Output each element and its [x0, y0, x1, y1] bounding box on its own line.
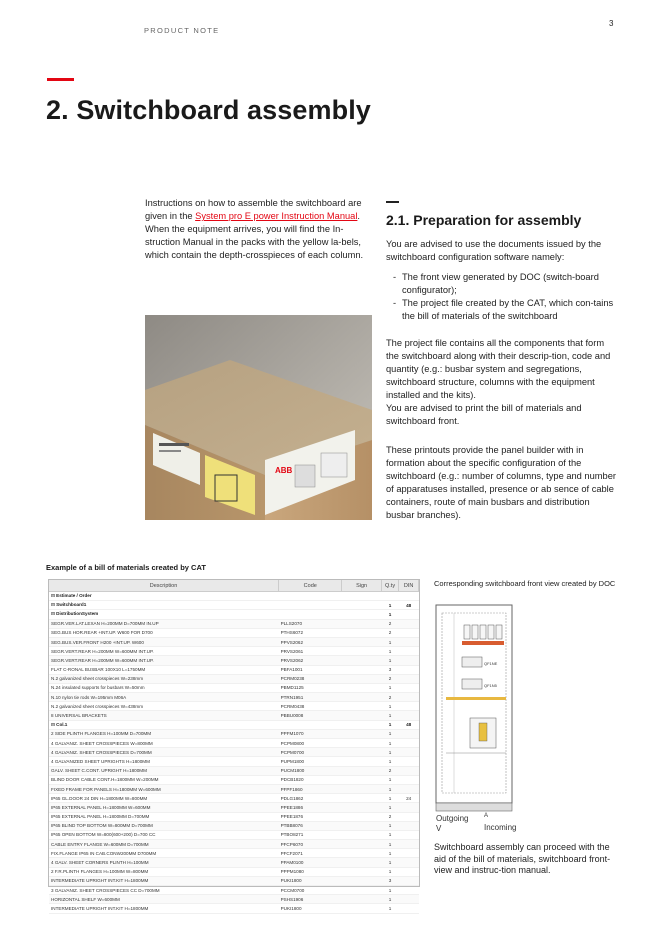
page-title: 2. Switchboard assembly [46, 95, 371, 125]
table-cell: 1 [381, 702, 398, 711]
bom-body [49, 592, 419, 914]
table-row [49, 674, 419, 683]
table-cell: 1 [381, 803, 398, 812]
table-cell: PDLG1862 [279, 794, 342, 803]
table-cell [342, 812, 381, 821]
outgoing-label: Outgoing [436, 814, 469, 823]
table-cell: PTBB8076 [279, 821, 342, 830]
table-row [49, 904, 419, 913]
table-cell: N.2 galvanized sheet crosspieces W=438mm [49, 702, 279, 711]
section-accent-rule [386, 201, 399, 203]
table-cell: PBFA1001 [279, 665, 342, 674]
table-cell: N.2 galvanized sheet crosspieces W=238mm [49, 674, 279, 683]
table-cell: 1 [381, 895, 398, 904]
table-cell [342, 693, 381, 702]
table-cell: PUKI1800 [279, 876, 342, 885]
table-cell: ⊟ Switchboard1 [49, 601, 279, 610]
table-cell [342, 619, 381, 628]
table-cell [279, 601, 342, 610]
table-cell [342, 904, 381, 913]
table-cell: FLAT C-RONAL BUSBAR 100X10 L=1750MM [49, 665, 279, 674]
table-cell [342, 821, 381, 830]
section-paragraph-1: You are advised to use the documents issued by the switchboard configuration software namely: [386, 239, 602, 262]
table-cell: PPVS2062 [279, 637, 342, 646]
table-row [49, 647, 419, 656]
table-row [49, 592, 419, 601]
a-label: A [484, 813, 489, 819]
table-cell: PUCM1800 [279, 766, 342, 775]
table-row [49, 702, 419, 711]
table-cell [399, 656, 419, 665]
table-cell: PLLS2070 [279, 619, 342, 628]
table-cell: 1 [381, 720, 398, 729]
table-cell: 1 [381, 729, 398, 738]
table-cell: 2 [381, 674, 398, 683]
table-row [49, 849, 419, 858]
table-row [49, 812, 419, 821]
bom-caption: Example of a bill of materials created by CAT [46, 563, 206, 572]
section-paragraph-3: You are advised to print the bill of materials and switchboard front. [386, 403, 582, 426]
table-cell [399, 830, 419, 839]
table-row [49, 610, 419, 619]
table-cell [399, 739, 419, 748]
col-code: Code [279, 580, 342, 592]
table-cell [342, 628, 381, 637]
section-paragraph-4: These printouts provide the panel builder with in formation about the specific configuration of the switchboard (e.g.: number of columns, type and number of apparatuses installed, presence or ab sence of cable containers, route of main busbars and distribution busbar branches). [386, 445, 616, 520]
table-row [49, 766, 419, 775]
table-row [49, 757, 419, 766]
table-cell [399, 683, 419, 692]
table-cell [342, 794, 381, 803]
table-cell: 1 [381, 904, 398, 913]
table-cell: 4 GALVANIZED SHEET UPRIGHTS H=1800MM [49, 757, 279, 766]
table-row [49, 895, 419, 904]
table-cell: 1 [381, 784, 398, 793]
table-cell: 1 [381, 794, 398, 803]
table-cell: HORIZONTAL SHELF W=600MM [49, 895, 279, 904]
table-cell [399, 858, 419, 867]
table-cell: CABLE ENTRY FLANGE W=600MM D=700MM [49, 840, 279, 849]
table-cell [399, 711, 419, 720]
table-cell: 24 [399, 794, 419, 803]
table-cell [399, 803, 419, 812]
table-cell: IP65 BLIND TOP BOTTOM W=800MM D=700MM [49, 821, 279, 830]
table-cell [342, 674, 381, 683]
table-row [49, 775, 419, 784]
intro-paragraph [145, 197, 377, 223]
table-row [49, 739, 419, 748]
intro-text [145, 197, 377, 262]
table-cell: 4 GALVANIZ. SHEET CROSSPIECES W=800MM [49, 739, 279, 748]
table-cell [399, 876, 419, 885]
closing-paragraph: Switchboard assembly can proceed with the aid of the bill of materials, switchboard front-view and instruc-tion manual. [434, 842, 611, 875]
table-cell: PFCF2071 [279, 849, 342, 858]
table-cell: IP65 OPEN BOTTOM W=800(600+200) D=700 CC [49, 830, 279, 839]
table-cell [342, 720, 381, 729]
table-cell [399, 757, 419, 766]
table-cell: 3 [381, 876, 398, 885]
abb-logo: ABB [275, 466, 293, 475]
table-cell: 2 SIDE PLINTH FLANGES H=100MM D=700MM [49, 729, 279, 738]
table-cell: 1 [381, 775, 398, 784]
table-row [49, 683, 419, 692]
table-cell [399, 821, 419, 830]
table-cell: PUPM1800 [279, 757, 342, 766]
table-cell: SEGR.VER.LAT.LEXAN H=200MM D=700MM IN.UP [49, 619, 279, 628]
table-cell: 1 [381, 858, 398, 867]
document-list [386, 271, 618, 323]
table-row [49, 886, 419, 895]
table-cell: PRVS2061 [279, 647, 342, 656]
table-cell [399, 784, 419, 793]
table-row [49, 628, 419, 637]
table-row [49, 784, 419, 793]
table-cell: 1 [381, 647, 398, 656]
table-cell: PFPF1860 [279, 784, 342, 793]
col-description: Description [49, 580, 279, 592]
table-cell [342, 886, 381, 895]
table-cell [342, 702, 381, 711]
col-sign: Sign [342, 580, 381, 592]
table-cell [342, 867, 381, 876]
table-cell: PCRM0238 [279, 674, 342, 683]
table-cell [279, 610, 342, 619]
table-cell [399, 610, 419, 619]
table-cell: N.10 nylon tie rods W=195mm M06A [49, 693, 279, 702]
table-cell: PTHS6072 [279, 628, 342, 637]
v-label: V [436, 824, 442, 833]
title-accent-rule [47, 78, 74, 81]
table-cell [342, 766, 381, 775]
table-cell: ⊟ Col.1 [49, 720, 279, 729]
table-cell: 1 [381, 821, 398, 830]
table-row [49, 637, 419, 646]
table-cell: ⊟ Estimate / Order [49, 592, 279, 601]
table-cell [342, 729, 381, 738]
table-cell: SEGR.VERT.REAR H=200MM W=600MM INT.UP. [49, 647, 279, 656]
table-cell [342, 840, 381, 849]
table-cell [342, 665, 381, 674]
intro-paragraph-2: When the equipment arrives, you will find the In-struction Manual in the packs with the yellow la-bels, which contain the depth-crosspieces of each column. [145, 224, 364, 260]
section-title: 2.1. Preparation for assembly [386, 212, 582, 228]
table-cell: PTBO8271 [279, 830, 342, 839]
table-row [49, 601, 419, 610]
package-photo-illustration [145, 315, 372, 520]
intro-after-link: . [357, 211, 360, 221]
front-view-drawing [434, 603, 526, 833]
table-cell: 1 [381, 748, 398, 757]
table-cell: 1 [381, 711, 398, 720]
table-cell: PPAM0100 [279, 858, 342, 867]
table-row [49, 858, 419, 867]
table-cell [399, 619, 419, 628]
table-cell: 1 [381, 637, 398, 646]
table-cell: PSHS1906 [279, 895, 342, 904]
table-cell [342, 830, 381, 839]
table-cell: 1 [381, 656, 398, 665]
table-cell: N.24 insulated supports for busbars W=50mm [49, 683, 279, 692]
table-cell [279, 720, 342, 729]
table-cell [381, 592, 398, 601]
table-cell: SEG.BUS.VER.FRONT H200 +INT.UP. W600 [49, 637, 279, 646]
table-cell: 1 [381, 886, 398, 895]
table-cell: INTERMEDIATE UPRIGHT INT.KIT H=1800MM [49, 904, 279, 913]
table-cell: 1 [381, 601, 398, 610]
table-row [49, 821, 419, 830]
table-cell: 2 [381, 766, 398, 775]
incoming-label: Incoming [484, 823, 517, 832]
table-row [49, 711, 419, 720]
front-view-caption: Corresponding switchboard front view created by DOC [434, 579, 616, 588]
table-cell [399, 849, 419, 858]
page-number: 3 [609, 19, 614, 28]
table-cell: 4 GALV. SHEET CORNERS PLINTH H=100MM [49, 858, 279, 867]
col-din: DIN [399, 580, 419, 592]
table-cell [342, 711, 381, 720]
table-cell: PPEE1876 [279, 812, 342, 821]
table-cell [342, 739, 381, 748]
table-row [49, 656, 419, 665]
table-cell: IP65 EXTERNAL PANEL H=1800MM D=700MM [49, 812, 279, 821]
table-cell [399, 637, 419, 646]
table-cell [342, 757, 381, 766]
table-cell [342, 592, 381, 601]
list-item: - The project file created by the CAT, which con-tains the bill of materials of the switchboard [393, 298, 614, 321]
table-cell: FIX.FLANGE IP65 IN CAB.CONW200MM D700MM [49, 849, 279, 858]
table-cell: PCPM0800 [279, 739, 342, 748]
table-cell: FIXED FRAME FOR PANELS H=1800MM W=600MM [49, 784, 279, 793]
table-cell: PUKI1800 [279, 904, 342, 913]
table-cell [399, 775, 419, 784]
table-cell: 1 [381, 830, 398, 839]
table-cell: BLIND DOOR CABLE CONT.H=1800MM W=200MM [49, 775, 279, 784]
table-cell: PDCB1820 [279, 775, 342, 784]
table-row [49, 619, 419, 628]
table-cell: INTERMEDIATE UPRIGHT INT.KIT H=1800MM [49, 876, 279, 885]
table-cell [399, 592, 419, 601]
table-cell: PFCP6070 [279, 840, 342, 849]
table-cell [399, 812, 419, 821]
table-cell [342, 784, 381, 793]
table-row [49, 876, 419, 885]
device-label: QF1N5 [484, 683, 497, 688]
table-cell [342, 895, 381, 904]
table-cell: PCCM0700 [279, 886, 342, 895]
table-cell: 8 UNIVERSAL BRACKETS [49, 711, 279, 720]
bom-table-screenshot [48, 579, 420, 911]
table-cell [399, 674, 419, 683]
table-cell: 2 [381, 812, 398, 821]
table-cell: 48 [399, 601, 419, 610]
table-cell: 3 [381, 665, 398, 674]
table-cell: 2 [381, 693, 398, 702]
table-cell [399, 628, 419, 637]
table-row [49, 830, 419, 839]
table-cell [399, 647, 419, 656]
table-cell: PCPM0700 [279, 748, 342, 757]
table-cell: PBBU0008 [279, 711, 342, 720]
table-cell [342, 775, 381, 784]
instruction-manual-link[interactable]: System pro E power Instruction Manual [195, 211, 358, 221]
device-label: QF1NE [484, 661, 498, 666]
table-cell: 1 [381, 739, 398, 748]
table-cell [399, 693, 419, 702]
table-cell [342, 748, 381, 757]
table-row [49, 665, 419, 674]
table-cell: 2 [381, 619, 398, 628]
table-cell [399, 840, 419, 849]
table-row [49, 867, 419, 876]
table-row [49, 729, 419, 738]
table-cell [399, 766, 419, 775]
table-cell: PBMD1125 [279, 683, 342, 692]
table-cell [399, 665, 419, 674]
table-cell [342, 683, 381, 692]
table-cell [399, 904, 419, 913]
table-cell: 1 [381, 610, 398, 619]
table-cell: 2 [381, 628, 398, 637]
bom-header-row [49, 580, 419, 592]
table-row [49, 840, 419, 849]
table-cell: IP65 EXTERNAL PANEL H=1800MM W=600MM [49, 803, 279, 812]
table-cell: 1 [381, 867, 398, 876]
table-cell [342, 637, 381, 646]
package-photo [145, 315, 372, 520]
table-cell: 1 [381, 840, 398, 849]
table-cell: SEGR.VERT.REAR H=200MM W=600MM INT.UP. [49, 656, 279, 665]
table-cell: GALV. SHEET C.CONT. UPRIGHT H=1800MM [49, 766, 279, 775]
table-cell: PPEE1886 [279, 803, 342, 812]
table-row [49, 803, 419, 812]
table-cell [399, 702, 419, 711]
table-cell [279, 592, 342, 601]
table-cell: 2 F.R.PLINTH FLANGES H=100MM W=800MM [49, 867, 279, 876]
table-cell [399, 729, 419, 738]
table-cell: 1 [381, 683, 398, 692]
table-cell [342, 610, 381, 619]
intro-before-link: Instructions on how to assemble the switchboard are given in the [145, 198, 362, 221]
table-cell [399, 748, 419, 757]
table-cell: SEG.BUS HOR.REAR +INT.UP. W600 FOR D700 [49, 628, 279, 637]
table-row [49, 720, 419, 729]
table-cell: PCRM0438 [279, 702, 342, 711]
table-cell [342, 647, 381, 656]
table-row [49, 748, 419, 757]
table-cell: PPPM1080 [279, 867, 342, 876]
section-paragraph-2: The project file contains all the components that form the switchboard along with their descrip-tion, code and quantity (e.g.: busbar system and segregations, switchboard structure, columns with the equipment installed and the kits). [386, 338, 611, 400]
list-item: - The front view generated by DOC (switch-board configurator); [393, 272, 599, 295]
table-row [49, 693, 419, 702]
table-cell [342, 876, 381, 885]
bom-table [49, 580, 419, 914]
table-cell [399, 895, 419, 904]
table-cell: 48 [399, 720, 419, 729]
table-cell [342, 601, 381, 610]
table-cell: IP65 GL.DOOR 24 DIN H=1800MM W=800MM [49, 794, 279, 803]
table-cell [342, 849, 381, 858]
table-cell: ⊟ DistributionSystem [49, 610, 279, 619]
table-cell: PTRN1951 [279, 693, 342, 702]
table-cell [342, 803, 381, 812]
table-cell: 4 GALVANIZ. SHEET CROSSPIECES D=700MM [49, 748, 279, 757]
table-cell: PPFM1070 [279, 729, 342, 738]
table-cell: 1 [381, 757, 398, 766]
table-cell: 1 [381, 849, 398, 858]
table-cell [399, 886, 419, 895]
col-qty: Q.ty [381, 580, 398, 592]
table-cell [342, 858, 381, 867]
table-cell [399, 867, 419, 876]
table-row [49, 794, 419, 803]
table-cell [342, 656, 381, 665]
table-cell: 3 GALVANIZ. SHEET CROSSPIECES CC D=700MM [49, 886, 279, 895]
header-label: PRODUCT NOTE [144, 26, 220, 35]
table-cell: PRVS2062 [279, 656, 342, 665]
switchboard-front-view [434, 603, 526, 833]
